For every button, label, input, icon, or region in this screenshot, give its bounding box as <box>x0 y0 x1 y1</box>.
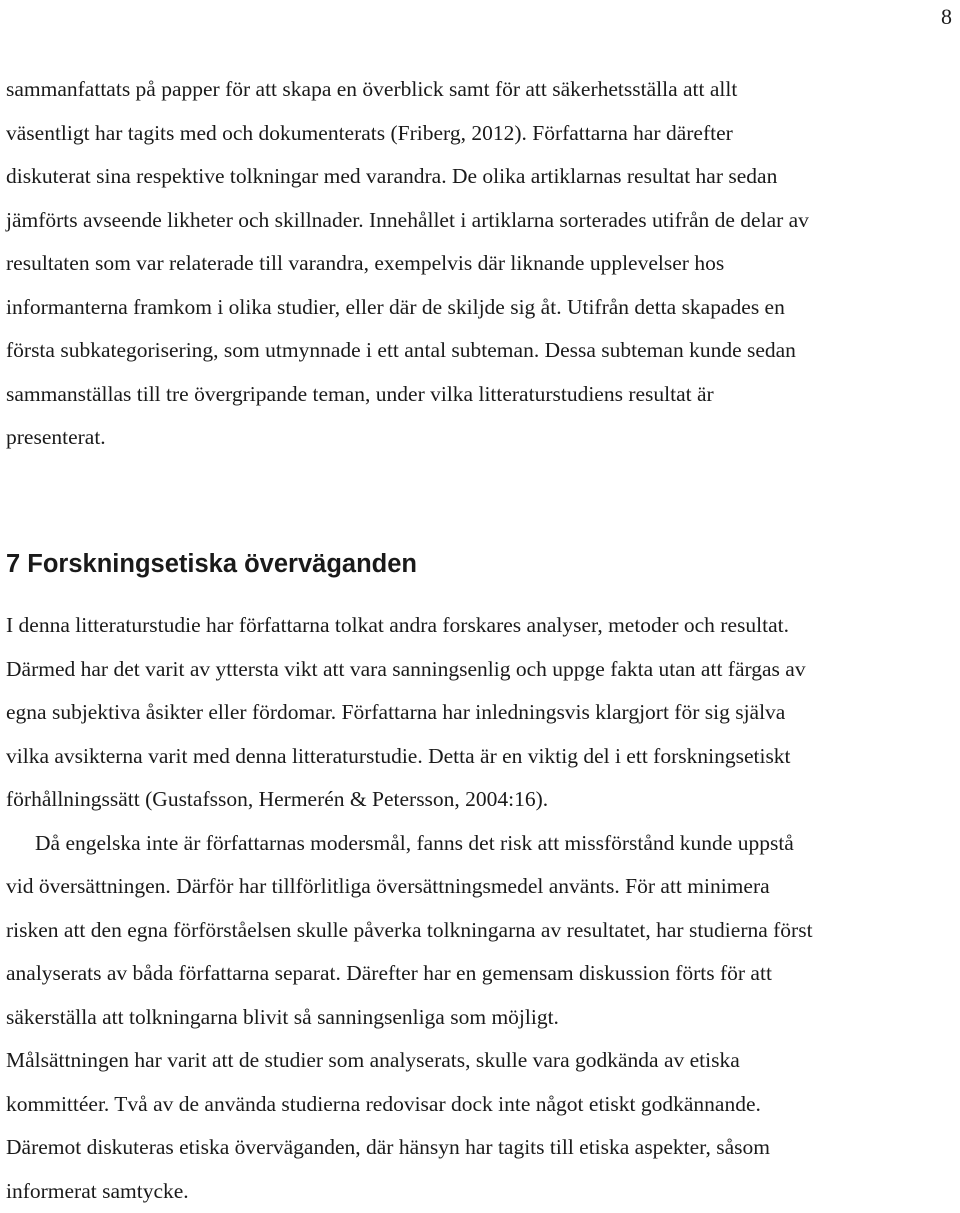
section-paragraph-2 <box>6 822 958 1040</box>
text-line: egna subjektiva åsikter eller fördomar. Författarna har inledningsvis klargjort för sig själva <box>6 691 958 735</box>
text-line: risken att den egna förförståelsen skulle påverka tolkningarna av resultatet, har studierna först <box>6 909 958 953</box>
section-heading: 7 Forskningsetiska överväganden <box>6 542 417 586</box>
text-line: I denna litteraturstudie har författarna tolkat andra forskares analyser, metoder och resultat. <box>6 604 958 648</box>
text-line: presenterat. <box>6 416 958 460</box>
text-line: Därmed har det varit av yttersta vikt att vara sanningsenlig och uppge fakta utan att färgas av <box>6 648 958 692</box>
text-line: informanterna framkom i olika studier, eller där de skiljde sig åt. Utifrån detta skapades en <box>6 286 958 330</box>
text-line: diskuterat sina respektive tolkningar med varandra. De olika artiklarnas resultat har sedan <box>6 155 958 199</box>
text-line: informerat samtycke. <box>6 1170 958 1213</box>
text-line: sammanställas till tre övergripande teman, under vilka litteraturstudiens resultat är <box>6 373 958 417</box>
text-line: sammanfattats på papper för att skapa en överblick samt för att säkerhetsställa att allt <box>6 68 958 112</box>
text-line: första subkategorisering, som utmynnade i ett antal subteman. Dessa subteman kunde sedan <box>6 329 958 373</box>
intro-paragraph <box>6 68 958 460</box>
text-line: analyserats av båda författarna separat. Därefter har en gemensam diskussion förts för att <box>6 952 958 996</box>
text-line: Då engelska inte är författarnas modersmål, fanns det risk att missförstånd kunde uppstå <box>6 822 958 866</box>
intro-paragraph-container <box>6 68 958 460</box>
section-paragraph-3 <box>6 1039 958 1213</box>
text-line: förhållningssätt (Gustafsson, Hermerén & Petersson, 2004:16). <box>6 778 958 822</box>
section-paragraph-1 <box>6 604 958 822</box>
text-line: vid översättningen. Därför har tillförlitliga översättningsmedel använts. För att minimera <box>6 865 958 909</box>
text-line: kommittéer. Två av de använda studierna redovisar dock inte något etiskt godkännande. <box>6 1083 958 1127</box>
text-line: säkerställa att tolkningarna blivit så sanningsenliga som möjligt. <box>6 996 958 1040</box>
text-line: Målsättningen har varit att de studier som analyserats, skulle vara godkända av etiska <box>6 1039 958 1083</box>
text-line: vilka avsikterna varit med denna litteraturstudie. Detta är en viktig del i ett forskningsetiskt <box>6 735 958 779</box>
section-body <box>6 604 958 1213</box>
text-line: resultaten som var relaterade till varandra, exempelvis där liknande upplevelser hos <box>6 242 958 286</box>
text-line: väsentligt har tagits med och dokumenterats (Friberg, 2012). Författarna har därefter <box>6 112 958 156</box>
text-line: Däremot diskuteras etiska överväganden, där hänsyn har tagits till etiska aspekter, såsom <box>6 1126 958 1170</box>
page-number: 8 <box>941 4 952 30</box>
text-line: jämförts avseende likheter och skillnader. Innehållet i artiklarna sorterades utifrån de delar av <box>6 199 958 243</box>
